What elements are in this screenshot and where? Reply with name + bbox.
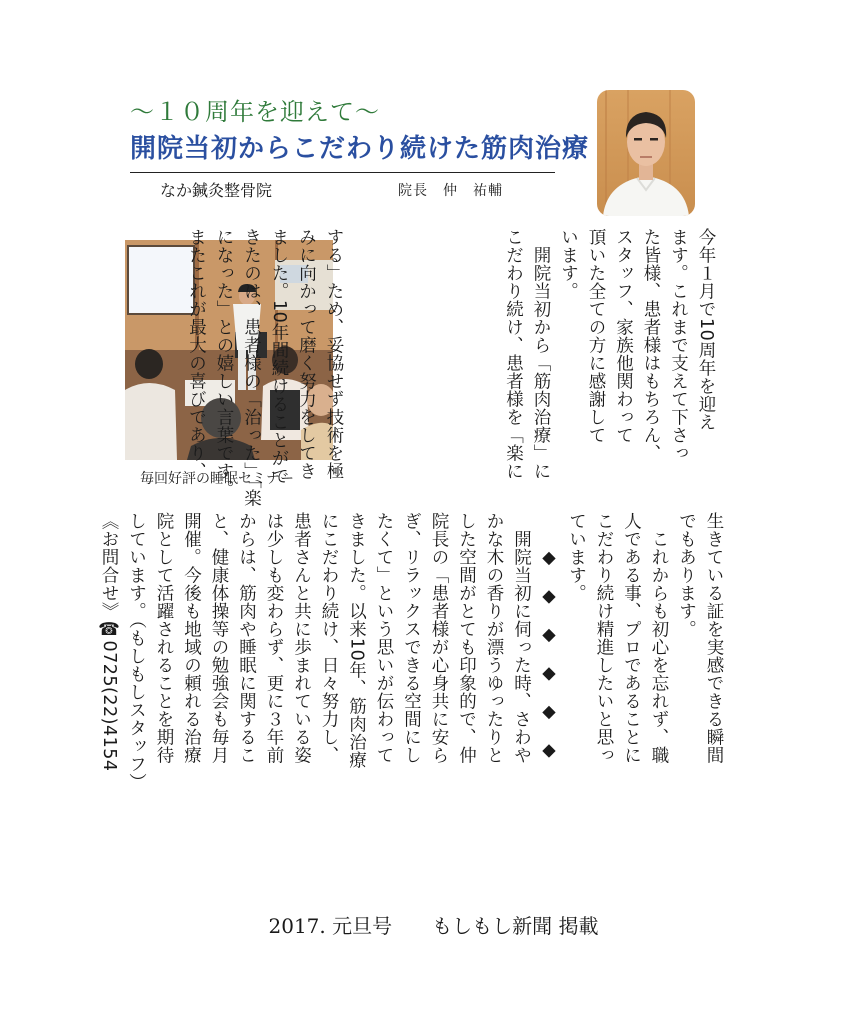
- article-column-lower: [95, 512, 728, 802]
- text-line: みに向かって磨く努力をしてき: [296, 228, 317, 480]
- text-line: こだわり続け精進したいと思っ: [594, 512, 614, 764]
- text-line: またこれが最大の喜びであり、: [186, 228, 207, 480]
- divider-diamonds: ◆ ◆ ◆ ◆ ◆ ◆: [539, 512, 559, 761]
- text-line: からは、筋肉や睡眠に関するこ: [236, 512, 257, 764]
- text-line: する」ため、妥協せず技術を極: [324, 228, 344, 480]
- text-line: ました。10年間続けることがで: [269, 228, 289, 486]
- text-line: 生きている証を実感できる瞬間: [704, 512, 724, 764]
- text-line: かな木の香りが漂うゆったりと: [484, 512, 504, 764]
- text-line: 院として活躍されることを期待: [154, 512, 174, 764]
- text-line: これからも初心を忘れず、職: [649, 512, 669, 764]
- text-line: した空間がとても印象的で、仲: [456, 512, 477, 764]
- text-line: こだわり続け、患者様を「楽に: [503, 228, 524, 480]
- contact-line: 《お問合せ》☎0725(22)4154: [99, 512, 119, 772]
- text-line: 開院当初から「筋肉治療」に: [531, 228, 551, 480]
- byline-rule: [130, 172, 555, 173]
- article-column-upper: [499, 228, 719, 503]
- text-line: ています。: [566, 512, 587, 602]
- article-subtitle: 〜１０周年を迎えて〜: [130, 98, 380, 126]
- text-line: たくて」という思いが伝わって: [374, 512, 394, 764]
- text-line: 頂いた全ての方に感謝して: [586, 228, 606, 444]
- text-line: 開催。今後も地域の頼れる治療: [181, 512, 202, 764]
- text-line: 今年１月で10周年を迎え: [696, 228, 716, 432]
- photo-caption: 毎回好評の睡眠セミナー: [140, 471, 294, 487]
- text-line: た皆様、患者様はもちろん、: [641, 228, 661, 462]
- text-line: ます。これまで支えて下さっ: [668, 228, 689, 462]
- text-line: います。: [558, 228, 579, 300]
- text-line: きたのは、患者様の「治った」「楽: [241, 228, 262, 508]
- text-line: になった」との嬉しい言葉です。: [214, 228, 234, 498]
- text-line: と、健康体操等の勉強会も毎月: [209, 512, 229, 764]
- text-line: 人である事、プロであることに: [621, 512, 642, 764]
- text-line: しています。（もしもしスタッフ）: [126, 512, 147, 792]
- author-name: 院長 仲 祐輔: [398, 183, 503, 199]
- text-line: でもあります。: [676, 512, 697, 638]
- text-line: にこだわり続け、日々努力し、: [319, 512, 339, 764]
- publication-footer: 2017. 元旦号 もしもし新聞 掲載: [268, 914, 599, 938]
- clinic-name: なか鍼灸整骨院: [160, 181, 273, 200]
- text-line: ぎ、リラックスできる空間にし: [401, 512, 422, 764]
- text-line: 院長の「患者様が心身共に安ら: [429, 512, 449, 764]
- text-line: スタッフ、家族他関わって: [613, 228, 634, 444]
- text-line: きました。以来10年、筋肉治療: [346, 512, 367, 770]
- article-headline: 開院当初からこだわり続けた筋肉治療: [130, 134, 590, 164]
- text-line: 開院当初に伺った時、さわや: [511, 512, 532, 764]
- text-line: 患者さんと共に歩まれている姿: [291, 512, 312, 764]
- text-line: は少しも変わらず、更に３年前: [264, 512, 284, 764]
- director-portrait: [597, 90, 695, 216]
- article-column-upper-left: [182, 228, 347, 508]
